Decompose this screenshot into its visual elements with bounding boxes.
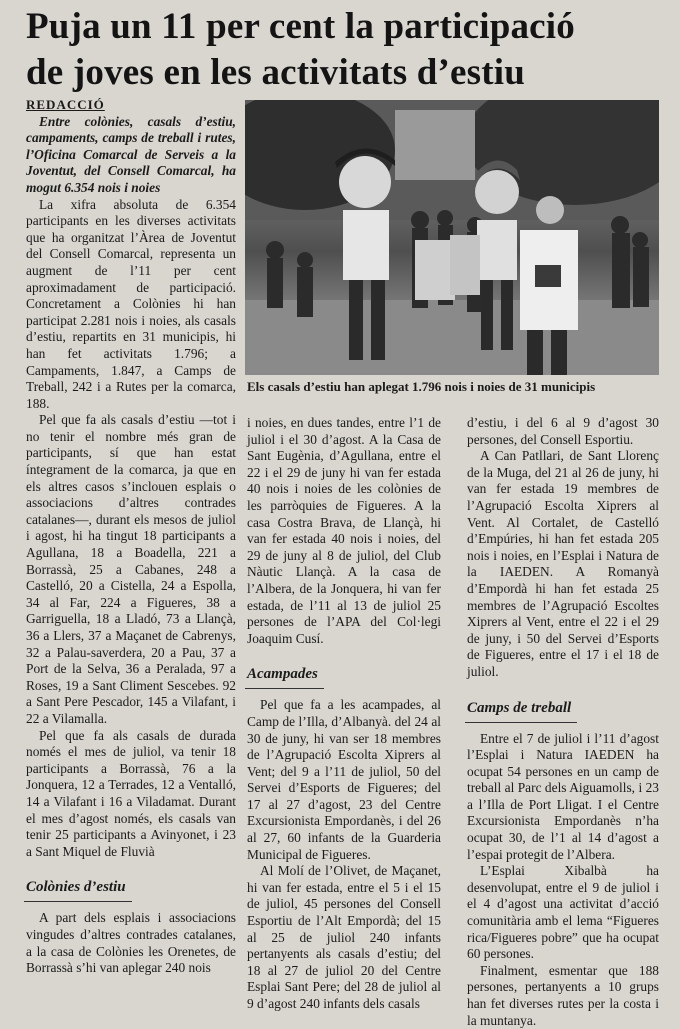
body-paragraph: A Can Patllari, de Sant Llorenç de la Muga, del 21 al 26 de juny, hi van fer estada 19 membres de l’Agrupació Escolta Xiprers al Vent. Al Cortalet, de Castelló d’Empúries, hi han fet estada 205 nois i noies, en l’Esplai i Natura de la IAEDEN. A Romanyà d’Empordà hi han fet estada 25 membres de l’Agrupació Escoltes Xiprers al Vent, entre el 22 i el 29 de juny, i 50 del Servei d’Esports de Figueres, entre el 17 i el 18 de juliol. (467, 448, 659, 679)
lead-paragraph: Entre colònies, casals d’estiu, campaments, camps de treball i rutes, l’Oficina Comarcal de Serveis a la Joventut, del Consell Comarcal, ha mogut 6.354 nois i noies (26, 113, 236, 195)
body-paragraph: A part dels esplais i associacions vingudes d’altres contrades catalanes, a la casa de Colònies les Orenetes, de Borrassà s’hi van aplegar 240 nois (26, 910, 236, 976)
body-paragraph: d’estiu, i del 6 al 9 d’agost 30 persones, del Consell Esportiu. (467, 415, 659, 447)
column-2 (247, 415, 441, 1013)
body-paragraph: Finalment, esmentar que 188 persones, pertanyents a 10 grups han fet diverses rutes per la costa i la muntanya. (467, 962, 659, 1028)
headline-line-2: de joves en les activitats d’estiu (26, 52, 526, 93)
body-paragraph: La xifra absoluta de 6.354 participants en les diverses activitats que ha organitzat l’Àrea de Joventut del Consell Comarcal, representa un augment de l’11 per cent aproximadament de participació. Concretament a Colònies hi han participat 2.281 nois i noies, als casals d’estiu, repartits en 31 municipis, hi han fet activitats 1.796; a Campaments, 1.847, a Camps de Treball, 242 i a Rutes per la comarca, 188. (26, 196, 236, 411)
photo-caption: Els casals d’estiu han aplegat 1.796 nois i noies de 31 municipis (247, 379, 596, 394)
column-1 (26, 97, 236, 977)
headline-line-1: Puja un 11 per cent la participació (26, 6, 575, 47)
body-paragraph: Entre el 7 de juliol i l’11 d’agost l’Esplai i Natura IAEDEN ha ocupat 54 persones en un camp de treball al Parc dels Aiguamolls, i 23 a l’Illa de Port Lligat. I el Centre Excursionista Empordanès n’ha ocupat 30, de l’1 al 14 d’agost a l’espai protegit de l’Albera. (467, 730, 659, 862)
body-paragraph: Pel que fa als casals de durada només el mes de juliol, va tenir 18 participants a Borrassà, 76 a la Jonquera, 12 a Terrades, 12 a Ventalló, 14 a Vilafant i 16 a Viladamat. Durant el mes d’agost només, els casals van tenir 25 participants a Avinyonet, i 23 a Sant Miquel de Fluvià (26, 727, 236, 859)
body-paragraph: Pel que fa als casals d’estiu —tot i no tenir el nombre més gran de participants, sí que han estat íntegrament de la comarca, ja que en els altres casos s’inclouen esplais o associacions d’altres contrades catalanes—, durant els mesos de juliol i agost, hi ha tingut 18 participants a Agullana, 18 a Boadella, 221 a Borrassà, 25 a Cabanes, 248 a Castelló, 20 a Cistella, 24 a Espolla, 34 al Far, 224 a Figueres, 38 a Garriguella, 18 a Lladó, 73 a Llançà, 36 a Llers, 37 a Maçanet de Cabrenys, 32 a Palau-saverdera, 20 a Pau, 37 a Port de la Selva, 36 a Peralada, 97 a Roses, 19 a Sant Climent Sescebes. 92 a Sant Pere Pescador, 145 a Vilafant, i 22 a Vilamalla. (26, 412, 236, 726)
body-paragraph: i noies, en dues tandes, entre l’1 de juliol i el 30 d’agost. A la Casa de Sant Eugènia, d’Agullana, entre el 22 i el 29 de juny hi van fer estada 40 nois i noies de les colònies de les parròquies de Figueres. A la casa Costra Brava, de Llançà, hi van fer estada 40 nois i noies, del 29 de juny al 8 de juliol, del Club Nàutic Llançà. A la casa de l’Albera, de la Jonquera, hi van fer estada, de l’11 al 13 de juliol 25 persones de l’APA del Col·legi Joaquim Cusí. (247, 415, 441, 646)
body-paragraph: Pel que fa a les acampades, al Camp de l’Illa, d’Albanyà. del 24 al 30 de juny, hi van ser 18 membres de l’Agrupació Escolta Xiprers al Vent; del 9 a l’11 de juliol, 50 del Servei d’Esports de Figueres; del 17 al 27 d’agost, 23 del Centre Excursionista Empordanès, i del 26 al 27, 60 infants de la Guarderia Municipal de Figueres. (247, 697, 441, 862)
subheading-camps-treball: Camps de treball (467, 699, 572, 716)
subheading-acampades: Acampades (247, 666, 318, 683)
byline: REDACCIÓ (26, 97, 105, 112)
body-paragraph: Al Molí de l’Olivet, de Maçanet, hi van fer estada, entre el 5 i el 15 de juliol, 45 persones del Consell Esportiu de l’Alt Empordà; del 15 al 25 de juliol 240 infants pertanyents als casals d’estiu; del 18 al 27 de juliol 20 del Centre Esplai Sant Pere; del 28 de juliol al 9 d’agost 240 infants dels casals (247, 863, 441, 1011)
body-paragraph: L’Esplai Xibalbà ha desenvolupat, entre el 9 de juliol i el 4 d’agost una activitat d’acció comunitària amb el lema “Figueres rica/Figueres pobre” que ha ocupat 60 persones. (467, 863, 659, 962)
subheading-colonies: Colònies d’estiu (26, 879, 126, 896)
column-3 (467, 415, 659, 1029)
article-photo (245, 100, 659, 375)
headline (26, 4, 666, 96)
